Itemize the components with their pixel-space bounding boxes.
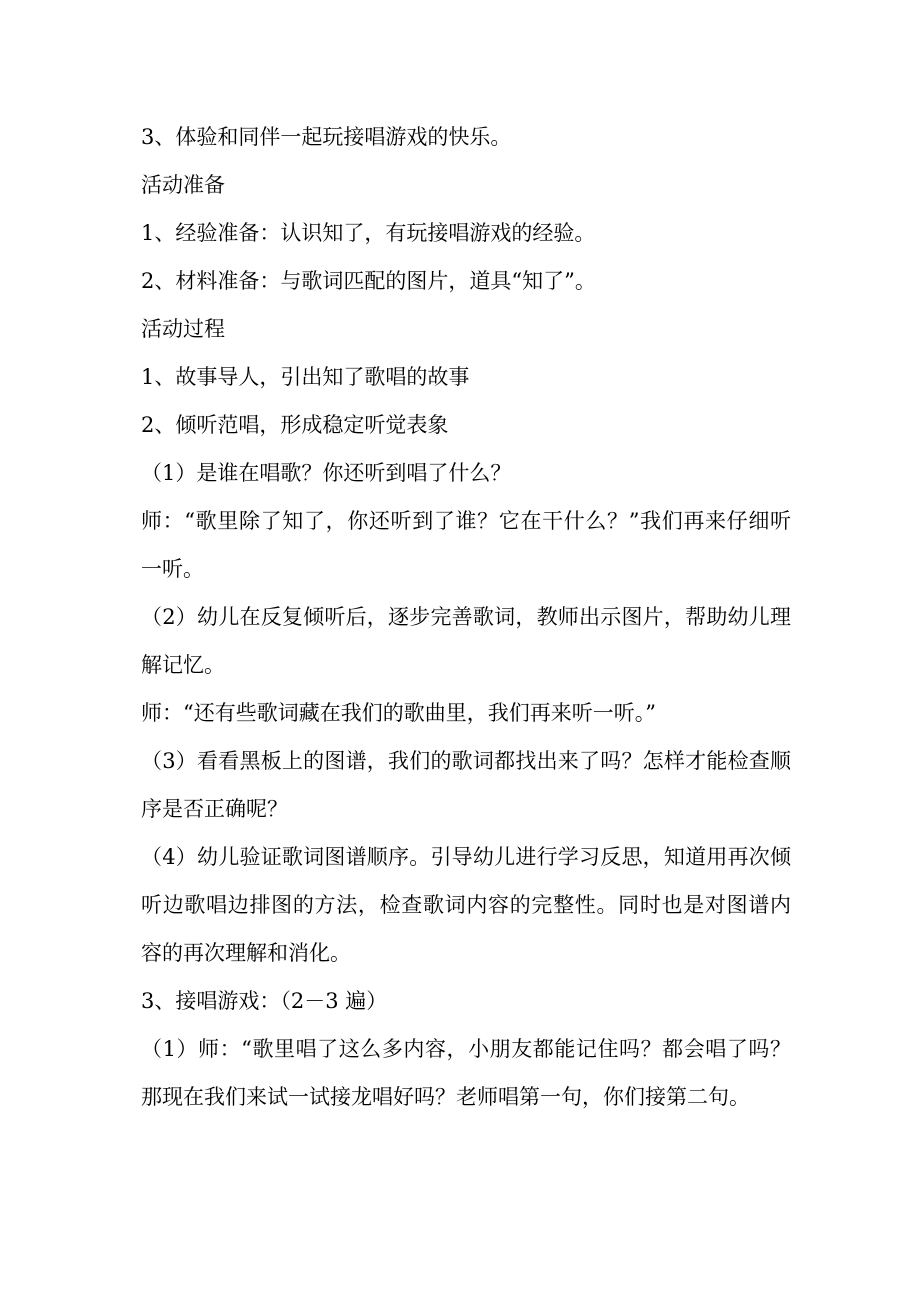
process-step-3-1: （1）师：“歌里唱了这么多内容，小朋友都能记住吗？都会唱了吗？那现在我们来试一试接龙唱好吗？老师唱第一句，你们接第二句。 <box>141 1037 791 1109</box>
section-heading-preparation: 活动准备 <box>141 173 225 197</box>
process-step-3: 3、接唱游戏：（2－3 遍） <box>141 989 388 1013</box>
teacher-prompt-1: 师：“歌里除了知了，你还听到了谁？它在干什么？”我们再来仔细听一听。 <box>141 509 791 581</box>
prep-materials: 2、材料准备：与歌词匹配的图片，道具“知了”。 <box>141 269 596 293</box>
document-page <box>141 113 791 1121</box>
process-step-1: 1、故事导人，引出知了歌唱的故事 <box>141 365 470 389</box>
teacher-prompt-2: 师：“还有些歌词藏在我们的歌曲里，我们再来听一听。” <box>141 701 656 725</box>
process-step-2-3: （3）看看黑板上的图谱，我们的歌词都找出来了吗？怎样才能检查顺序是否正确呢？ <box>141 749 791 821</box>
process-step-2-1: （1）是谁在唱歌？你还听到唱了什么？ <box>141 461 512 485</box>
prep-experience: 1、经验准备：认识知了，有玩接唱游戏的经验。 <box>141 221 596 245</box>
objective-3: 3、体验和同伴一起玩接唱游戏的快乐。 <box>141 125 512 149</box>
process-step-2: 2、倾听范唱，形成稳定听觉表象 <box>141 413 449 437</box>
process-step-2-4: （4）幼儿验证歌词图谱顺序。引导幼儿进行学习反思，知道用再次倾听边歌唱边排图的方法，检查歌词内容的完整性。同时也是对图谱内容的再次理解和消化。 <box>141 845 791 965</box>
process-step-2-2: （2）幼儿在反复倾听后，逐步完善歌词，教师出示图片，帮助幼儿理解记忆。 <box>141 605 791 677</box>
section-heading-process: 活动过程 <box>141 317 225 341</box>
